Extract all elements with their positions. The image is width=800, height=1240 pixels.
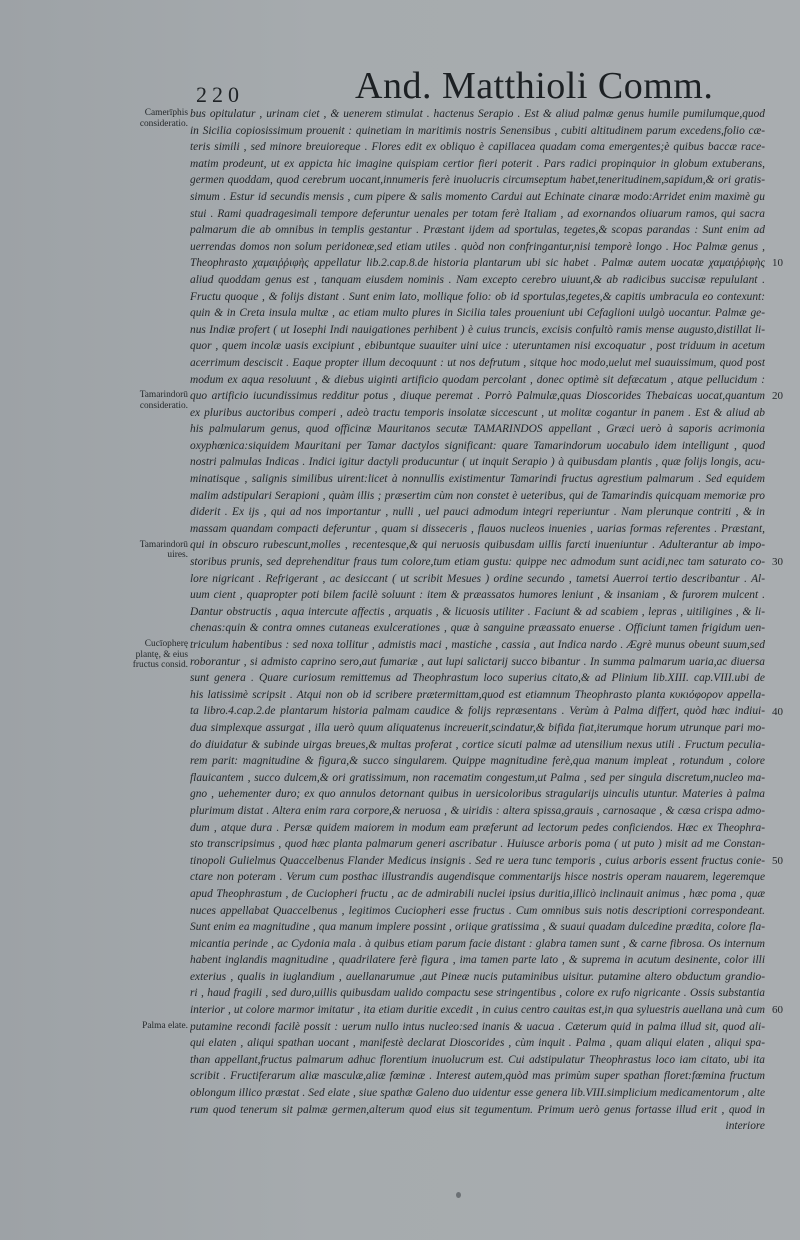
text-line: modum ex aqua resoluunt , & diebus uiginti artificio quodam percolant , donec optimè sit defæcatum , atque pellucidum :: [190, 373, 765, 386]
text-line: massam quandam compacti deferuntur , quam si disseceris , flauos nucleos inuenies , uarias formas referentes . Præstant,: [190, 522, 765, 535]
text-line: quin & in Creta insula multæ , ac etiam multo plures in Sicilia tales proueniunt ubi Cefaglioni uulgò uocantur. Palmæ ge-: [190, 307, 765, 320]
text-line: his palmularum genus, quod officinæ Mauritanos secutæ TAMARINDOS appellant , Græci uerò à saporis acrimonia: [190, 423, 765, 436]
text-line: germen quoddam, quod cerebrum uocant,innumeris ferè inuolucris circumseptum habet,teneritudinem,sapidum,& ori gratis-: [190, 174, 765, 187]
text-line: qui elaten , aliqui spathan uocant , manifestè declarat Dioscorides , cùm inquit . Palma , quam aliqui elaten , aliqui spa-: [190, 1037, 765, 1050]
text-line: his latissimè scripsit . Atqui non ob id scribere prætermittam,quod est etiamnum Theophrasto planta κυκιόφορον appella-: [190, 688, 765, 701]
ink-stain: [456, 1192, 461, 1198]
running-title: And. Matthioli Comm.: [355, 65, 714, 107]
text-line: gno , uehementer duro; ex quo annulos detornant quibus in uersicoloribus stragularijs uinculis utuntur. Materies à palma: [190, 788, 765, 801]
text-line: minatisque , salignis similibus uirent:licet à nonnullis existimentur Tamarindi fructus agrestium palmarum . Sed equidem: [190, 473, 765, 486]
text-line: ri , haud fragili , sed duro,uillis quibusdam ualido compactu sese stringentibus , colore ex rufo nigricante . Ossis substantia: [190, 987, 765, 1000]
text-line: acerrimum desciscit . Eaque propter illum decoquunt : ut nos defrutum , sitque hoc modo,uelut mel suauissimum, quod post: [190, 356, 765, 369]
margin-note: Palma elate.: [142, 1021, 188, 1031]
page-number: 220: [196, 82, 244, 107]
margin-note: Tamarindorū consideratio.: [139, 390, 188, 411]
text-line: matim prodeunt, ut ex appicta hic imagine quispiam certior fieri poterit . Pars radici propinquior in globum extuberans,: [190, 157, 765, 170]
text-line: Sunt enim ea magnitudine , qua manum implere possint , oriique gratissima , & suaui quadam dulcedine prædita, colore fla-: [190, 921, 765, 934]
main-text-column: [190, 106, 765, 1135]
text-line: diderit . Ex ijs , qui ad nos importantur , nulli , uel pauci admodum integri reperiuntur . Nam plerunque contriti , & in: [190, 506, 765, 519]
line-number-marker: 30: [772, 556, 783, 569]
text-line: exterius , qualis in iuglandium , auellanarumue ,aut Pineæ nucis putaminibus uisitur. putamine altero obductum grandio-: [190, 970, 765, 983]
text-line: than appellant,fructus palmarum adhuc florentium inuolucrum est. Cui adstipulatur Theophrastus loco iam citato, ubi ita: [190, 1053, 765, 1066]
text-line: lore nigricant . Refrigerant , ac desiccant ( ut scribit Mesues ) ordine secundo , tametsi Auerroi tertio describantur . Al-: [190, 572, 765, 585]
text-line: dua simplexque assurgat , illa uerò quum aliquatenus increuerit,scindatur,& bifida fiat,iterumque horum utrunque pari mo-: [190, 721, 765, 734]
text-line: chenas:quin & contra omnes cutaneas exulcerationes , quæ à sanguine præassato enuerse . Officiunt tamen frigidum uen-: [190, 622, 765, 635]
text-line: storibus prunis, sed deprehenditur fraus tum colore,tum etiam gustu: quippe nec admodum sunt acidi,nec tam saturato co-: [190, 556, 765, 569]
text-line: sunt genera . Quare curiosum remittemus ad Theophrastum loco superius citato,& ad Plinium lib.XIII. cap.VIII.ubi de: [190, 672, 765, 685]
text-line: uerrendas domos non solum peridoneæ,sed etiam utiles . quòd non confringantur,nisi temporè longo . Hoc Palmæ genus ,: [190, 240, 765, 253]
text-line: qui in obscuro rubescunt,molles , recentesque,& qui neruosis quibusdam uillis farcti inueniuntur . Adulterantur ab impo-: [190, 539, 765, 552]
text-line: plurimum distat . Altera enim rara corpore,& neruosa , & uiridis : altera spissa,grauis , carnosaque , & cæsa crispa admo-: [190, 804, 765, 817]
text-line: rum quod tenerum sit palmæ germen,alterum quod eius sit tegumentum. Primum uerò genus fortasse illud erit , quod in: [190, 1103, 765, 1116]
text-line: nuces appellabat Quaccelbenus , legitimos Cuciopheri esse fructus . Cum omnibus suis notis descriptioni correspondeant.: [190, 904, 765, 917]
text-line: aliud quoddam genus est , tanquam eiusdem nominis . Nam excepto cerebro uiuunt,& ab radicibus succisæ repululant .: [190, 273, 765, 286]
text-line: Theophrasto χαμαιῤῥιφὴς appellatur lib.2.cap.8.de historia plantarum ubi sic habet . Palmæ autem uocatæ χαμαιῤῥιφὴς: [190, 257, 765, 270]
margin-note: Cucīopherę plantę, & eius fructus consid.: [132, 639, 188, 671]
text-line: nostri palmulas Indicas . Indici igitur dactyli producuntur ( ut inquit Serapio ) à quibusdam plantis , quæ folijs longis, acu-: [190, 456, 765, 469]
text-line: malim adstipulari Serapioni , quàm illis ; præsertim cùm non constet è ueteribus, qui de Tamarindis quicquam memoriæ pro: [190, 489, 765, 502]
text-line: dum , atque dura . Persæ quidem maiorem in modum eam præferunt ad lectorum pedes conficiendos. Hæc ex Theophra-: [190, 821, 765, 834]
text-line: tinopoli Gulielmus Quaccelbenus Flander Medicus insignis . Sed re uera tunc temporis , cuius arboris essent fructus conie-: [190, 854, 765, 867]
text-line: palmarum die ab omnibus in templis gestantur . Præstant ijdem ad sportulas, tegetes,& scopas parandas : Sunt enim ad: [190, 224, 765, 237]
text-line: ta libro.4.cap.2.de plantarum historia palmam caudice & folijs repræsentans . Verùm à Palma differt, quòd hæc indiui-: [190, 705, 765, 718]
text-line: teris simili , sed minore breuioreque . Flores edit ex obliquo è capillacea quadam coma emergentes;è quibus baccæ race-: [190, 141, 765, 154]
text-line: stui . Rami quadragesimali tempore deferuntur uenales per totam ferè Italiam , ad exornandos oliuarum ramos, qui sacra: [190, 207, 765, 220]
text-line: do diuidatur & subinde uirgas breues,& multas proferat , cortice sicuti palmæ ad utensilium nexus utili . Fructum peculia-: [190, 738, 765, 751]
text-line: roborantur , si admisto caprino sero,aut fumariæ , aut lupi salictarij succo bibantur . In summa palmarum uaria,ac diuersa: [190, 655, 765, 668]
text-line: putamine recondi facilè possit : uerum nullo intus nucleo:sed inanis & uacua . Cæterum quid in palma illud sit, quod ali-: [190, 1020, 765, 1033]
text-line: oblongum illico præstat . Sed elate , siue spathæ Galeno duo uidentur esse genera lib.VIII.simplicium medicamentorum , alte: [190, 1087, 765, 1100]
text-line: ctare non poteram . Verum cum posthac illustrandis augendisque commentarijs hisce nostris operam nauarem, legeremque: [190, 871, 765, 884]
line-number-marker: 10: [772, 257, 783, 270]
text-line: oxyphœnica:siquidem Mauritani per Tamar dactylos significant: quare Tamarindorum uocabulo idem intelligunt , quod: [190, 439, 765, 452]
text-line: nus Indiæ profert ( ut Iosephi Indi nauigationes perhibent ) è cuius truncis, excisis confultò ramis mense augusto,distillat li-: [190, 323, 765, 336]
text-line: simum . Estur id secundis mensis , cum pipere & salis momento Cardui aut Echinate cinaræ modo:Arridet enim maximè gu: [190, 190, 765, 203]
margin-note: Camerīphis consideratio.: [139, 108, 188, 129]
text-line: interior , ut colore marmor imitatur , ita etiam duritie excedit , in cuius centro cauitas est,in qua syluestris auellana unà cum: [190, 1004, 765, 1017]
text-line: micantia perinde , ac Cydonia mala . à quibus etiam parum facie distant : glabra tamen sunt , & carne fibrosa. Os internum: [190, 937, 765, 950]
text-line: scribit . Fructiferarum aliæ masculæ,aliæ fœminæ . Interest autem,quòd mas primùm super spathan floret:fœmina fructum: [190, 1070, 765, 1083]
text-line: apud Theophrastum , de Cuciopheri fructu , ac de admirabili nuclei ipsius duritia,illicò inclinauit animus , hæc poma , quæ: [190, 887, 765, 900]
line-number-marker: 60: [772, 1004, 783, 1017]
line-number-marker: 50: [772, 855, 783, 867]
text-line: ex pluribus auctoribus comperi , adeò tractu temporis insolatæ siccescunt , ut molitæ cogantur in panem . Est & aliud ab: [190, 406, 765, 419]
text-line: quor , quem incolæ uasis excipiunt , ebibuntque suauiter uini uice : uteruntamen nisi excoquatur , post triduum in acetum: [190, 340, 765, 353]
text-line: interiore: [725, 1120, 765, 1133]
line-number-marker: 40: [772, 705, 783, 718]
text-line: flauicantem , succo dulcem,& ori gratissimum, non racematim congestum,ut Palma , sed per singula discretum,nucleo ma-: [190, 771, 765, 784]
text-line: sto transcripsimus , quod hæc planta palmarum generi ascribatur . Huiusce arboris poma ( ut puto ) misit ad me Constan-: [190, 838, 765, 851]
text-line: Dantur obstructis , aqua intercute affectis , arquatis , & licuosis utiliter . Faciunt & ad scabiem , lepras , uitiligines , & li-: [190, 605, 765, 618]
text-line: rem parit: magnitudine & figura,& succo singularem. Quippe magnitudine ferè,qua manum impleat , rotundum , colore: [190, 755, 765, 768]
text-line: triculum habentibus : sed noxa tollitur , admistis maci , mastiche , cassia , aut Indica nardo . Ægrè munus obeunt suum,sed: [190, 639, 765, 651]
line-number-marker: 20: [772, 390, 783, 403]
text-line: in Sicilia copiosissimum prouenit : quinetiam in maritimis nostris Senensibus , cubiti altitudinem parum excedens,folio cæ-: [190, 124, 765, 137]
text-line: quo artificio iucundissimus redditur potus , diuque peremat . Porrò Palmulæ,quas Dioscorides Thebaicas uocat,quantum: [190, 390, 765, 403]
text-line: uum cient , quapropter poti bilem facilè soluunt : item & præassatos humores leniunt , & insaniam , & furorem mulcent .: [190, 589, 765, 602]
text-line: bus opitulatur , urinam ciet , & uenerem stimulat . hactenus Serapio . Est & aliud palmæ genus humile pumilumque,quod: [190, 108, 765, 120]
text-line: Fructu quoque , & folijs distant . Sunt enim lato, mollique folio: ob id sportulas,tegetes,& capitis umbracula eo contexunt:: [190, 290, 765, 303]
text-line: habent inglandis magnitudine , quadrilatere ferè figura , ima tamen parte lato , & suprema in acutum desinente, color illi: [190, 954, 765, 967]
margin-note: Tamarindorū uires.: [139, 539, 188, 561]
